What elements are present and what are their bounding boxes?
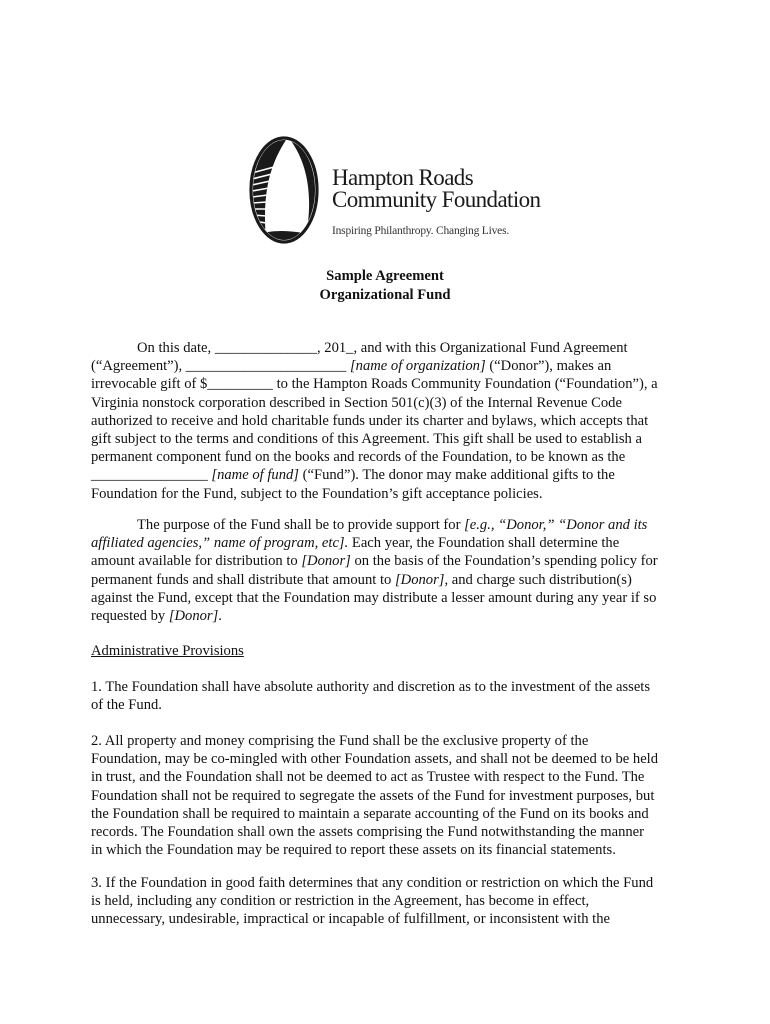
text-line: is held, including any condition or restriction in the Agreement, has become in effect,: [91, 893, 590, 910]
text-line: of the Fund.: [91, 697, 162, 714]
text-line: Virginia nonstock corporation described in Section 501(c)(3) of the Internal Revenue Code: [91, 394, 622, 411]
text-line: [91, 357, 686, 375]
text-span: permanent funds and shall distribute that amount to: [91, 571, 395, 588]
text-span: The purpose of the Fund shall be to provide support for: [137, 517, 465, 533]
text-line: Foundation for the Fund, subject to the Foundation’s gift acceptance policies.: [91, 485, 543, 502]
provision-3: [91, 874, 686, 929]
fund-name-placeholder: [name of fund]: [211, 467, 299, 484]
logo-name-line-2: Community Foundation: [332, 187, 541, 212]
text-line: authorized to receive and hold charitable funds under its charter and bylaws, which accepts that: [91, 412, 649, 429]
text-line: 3. If the Foundation in good faith determines that any condition or restriction on which the Fund: [91, 875, 654, 891]
donor-placeholder: [Donor]: [394, 571, 445, 588]
text-span: .: [218, 608, 222, 625]
logo-name-line-1: Hampton Roads: [332, 165, 474, 190]
text-line: against the Fund, except that the Foundation may distribute a lesser amount during any year if so: [91, 589, 657, 606]
provision-1: [91, 678, 686, 714]
purpose-paragraph: [91, 516, 686, 625]
text-line: permanent component fund on the books and records of the Foundation, to be known as the: [91, 449, 626, 466]
text-line: [91, 534, 686, 552]
provision-2: [91, 732, 686, 859]
text-line: unnecessary, undesirable, impractical or incapable of fulfillment, or inconsistent with the: [91, 911, 610, 928]
section-heading: Administrative Provisions: [91, 643, 244, 659]
text-span: , and charge such distribution(s): [444, 571, 632, 588]
text-line: On this date, ______________, 201_, and with this Organizational Fund Agreement: [137, 340, 628, 356]
donor-placeholder: [Donor]: [301, 553, 351, 570]
logo-tagline: Inspiring Philanthropy. Changing Lives.: [332, 225, 510, 237]
organization-placeholder: [name of organization]: [349, 358, 486, 375]
text-line: Foundation, may be co-mingled with other Foundation assets, and shall not be deemed to be held: [91, 751, 659, 768]
text-span: on the basis of the Foundation’s spending policy for: [350, 553, 658, 570]
text-span: ________________: [91, 467, 212, 484]
text-line: 1. The Foundation shall have absolute authority and discretion as to the investment of the assets: [91, 679, 651, 695]
text-line: records. The Foundation shall own the assets comprising the Fund notwithstanding the manner: [91, 824, 644, 841]
text-span: amount available for distribution to: [91, 553, 302, 570]
text-line: Foundation shall not be required to segregate the assets of the Fund for investment purposes, but: [91, 787, 655, 804]
text-line: [91, 466, 686, 484]
text-line: in trust, and the Foundation shall not be deemed to act as Trustee with respect to the Fund. The: [91, 769, 645, 786]
text-span: affiliated agencies,” name of program, etc].: [91, 535, 349, 552]
text-line: 2. All property and money comprising the Fund shall be the exclusive property of the: [91, 733, 589, 749]
text-line: irrevocable gift of $_________ to the Hampton Roads Community Foundation (“Foundation”), a: [91, 376, 658, 393]
document-title: Sample Agreement: [326, 268, 444, 284]
document-subtitle: Organizational Fund: [319, 287, 451, 303]
text-span: (“Agreement”), ______________________: [91, 358, 350, 375]
text-line: gift subject to the terms and conditions of this Agreement. This gift shall be used to establish a: [91, 431, 642, 448]
text-line: [91, 516, 686, 534]
text-span: requested by: [91, 608, 169, 625]
text-line: [91, 607, 686, 625]
text-line: in which the Foundation may be required to report these assets on its financial statements.: [91, 842, 616, 859]
text-span: (“Donor”), makes an: [485, 358, 612, 375]
text-line: the Foundation shall be required to maintain a separate accounting of the Fund on its books and: [91, 805, 649, 822]
text-span: Each year, the Foundation shall determine the: [348, 535, 620, 552]
donor-placeholder: [Donor]: [168, 608, 219, 625]
foundation-logo: [248, 133, 548, 248]
text-span: (“Fund”). The donor may make additional gifts to the: [298, 467, 615, 484]
intro-paragraph: [91, 339, 686, 503]
text-line: [91, 552, 686, 570]
logo-wordmark: [332, 167, 540, 211]
sail-logo-icon: [248, 133, 324, 245]
text-span: [e.g., “Donor,” “Donor and its: [464, 517, 648, 533]
text-line: [91, 571, 686, 589]
